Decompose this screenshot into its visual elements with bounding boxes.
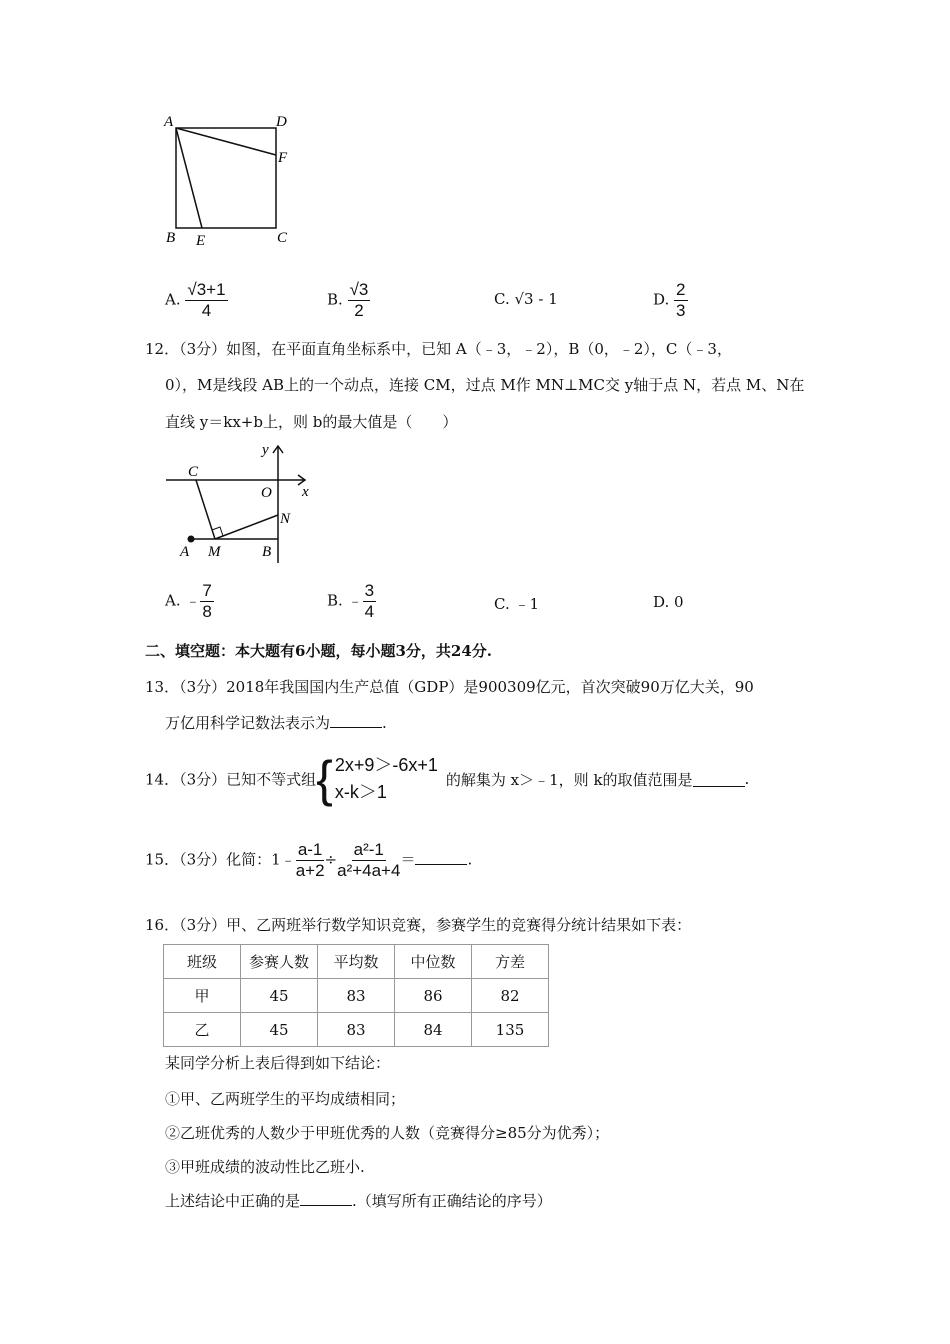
header-cell: 中位数: [395, 945, 472, 979]
q14: 14．（3分）已知不等式组 { 2x+9＞-6x+1 x-k＞1 的解集为 x＞﹣1，则 k的取值范围是 .: [145, 751, 750, 807]
cell: 乙: [164, 1013, 241, 1047]
table-row: [164, 979, 549, 1013]
answer-blank[interactable]: [693, 772, 745, 787]
header-cell: 方差: [472, 945, 549, 979]
svg-text:O: O: [261, 485, 272, 501]
header-cell: 参赛人数: [241, 945, 318, 979]
svg-text:A: A: [164, 114, 174, 130]
q11-option-b[interactable]: B. $\frac{√3}{2}$: [327, 280, 369, 320]
q12-option-c[interactable]: C. ﹣1: [494, 595, 540, 613]
q13-line1: 13．（3分）2018年我国国内生产总值（GDP）是900309亿元，首次突破90万亿大关，90: [145, 678, 754, 696]
section-heading: 二、填空题：本大题有6小题，每小题3分，共24分.: [145, 642, 492, 660]
header-cell: 平均数: [318, 945, 395, 979]
svg-text:B: B: [262, 544, 272, 560]
q16-line1: 16．（3分）甲、乙两班举行数学知识竞赛，参赛学生的竞赛得分统计结果如下表：: [145, 916, 692, 934]
q12-line3: 直线 y＝kx+b上，则 b的最大值是（ ）: [165, 413, 458, 431]
answer-blank[interactable]: [330, 713, 382, 728]
coordinate-figure: [160, 438, 320, 568]
q12-line1: 12．（3分）如图，在平面直角坐标系中，已知 A（﹣3，﹣2），B（0，﹣2），C（﹣3，: [145, 340, 732, 358]
q16-last-line: 上述结论中正确的是 .（填写所有正确结论的序号）: [165, 1192, 552, 1210]
q16-analysis: 某同学分析上表后得到如下结论：: [165, 1054, 391, 1072]
svg-text:y: y: [262, 442, 269, 458]
cell: 甲: [164, 979, 241, 1013]
cell: 83: [318, 1013, 395, 1047]
square-figure: [160, 110, 300, 250]
conclusion-1: ①甲、乙两班学生的平均成绩相同；: [165, 1090, 406, 1108]
q12-option-d[interactable]: D. 0: [653, 593, 684, 611]
q12-line2: 0），M是线段 AB上的一个动点，连接 CM，过点 M作 MN⊥MC交 y轴于点 N，若点 M、N在: [165, 376, 805, 394]
cell: 135: [472, 1013, 549, 1047]
svg-text:F: F: [278, 150, 288, 166]
answer-blank[interactable]: [415, 850, 467, 865]
q12-option-b[interactable]: B. ﹣ $\frac{3}{4}$: [327, 581, 375, 621]
svg-text:N: N: [280, 511, 291, 527]
svg-text:C: C: [188, 464, 199, 480]
q11-option-c[interactable]: C. √3 - 1: [494, 290, 558, 308]
conclusion-2: ②乙班优秀的人数少于甲班优秀的人数（竞赛得分≥85分为优秀）；: [165, 1124, 610, 1142]
table-header-row: [164, 945, 549, 979]
svg-text:A: A: [180, 544, 190, 560]
inequality-system: { 2x+9＞-6x+1 x-k＞1: [316, 751, 438, 807]
cell: 86: [395, 979, 472, 1013]
q13-line2: 万亿用科学记数法表示为 .: [165, 714, 387, 732]
svg-text:x: x: [302, 484, 309, 500]
svg-text:E: E: [196, 233, 206, 249]
svg-text:D: D: [276, 114, 287, 130]
answer-blank[interactable]: [300, 1191, 352, 1206]
cell: 45: [241, 979, 318, 1013]
cell: 84: [395, 1013, 472, 1047]
cell: 45: [241, 1013, 318, 1047]
svg-text:B: B: [166, 230, 176, 246]
q12-option-a[interactable]: A. ﹣ $\frac{7}{8}$: [165, 581, 212, 621]
q15: 15．（3分）化简：1﹣ $\frac{a-1}{a+2}$ ÷ $\frac{\text{a²-1}}{\text{a²+4a+4}}$ ＝ .: [145, 840, 473, 880]
q11-option-a[interactable]: A. $\frac{√3+1}{4}$: [165, 280, 226, 320]
score-table: [163, 944, 549, 1047]
cell: 83: [318, 979, 395, 1013]
header-cell: 班级: [164, 945, 241, 979]
table-row: [164, 1013, 549, 1047]
conclusion-3: ③甲班成绩的波动性比乙班小.: [165, 1158, 365, 1176]
cell: 82: [472, 979, 549, 1013]
svg-text:C: C: [277, 230, 288, 246]
q11-option-d[interactable]: D. $\frac{2}{3}$: [653, 280, 686, 320]
svg-text:M: M: [208, 544, 221, 560]
